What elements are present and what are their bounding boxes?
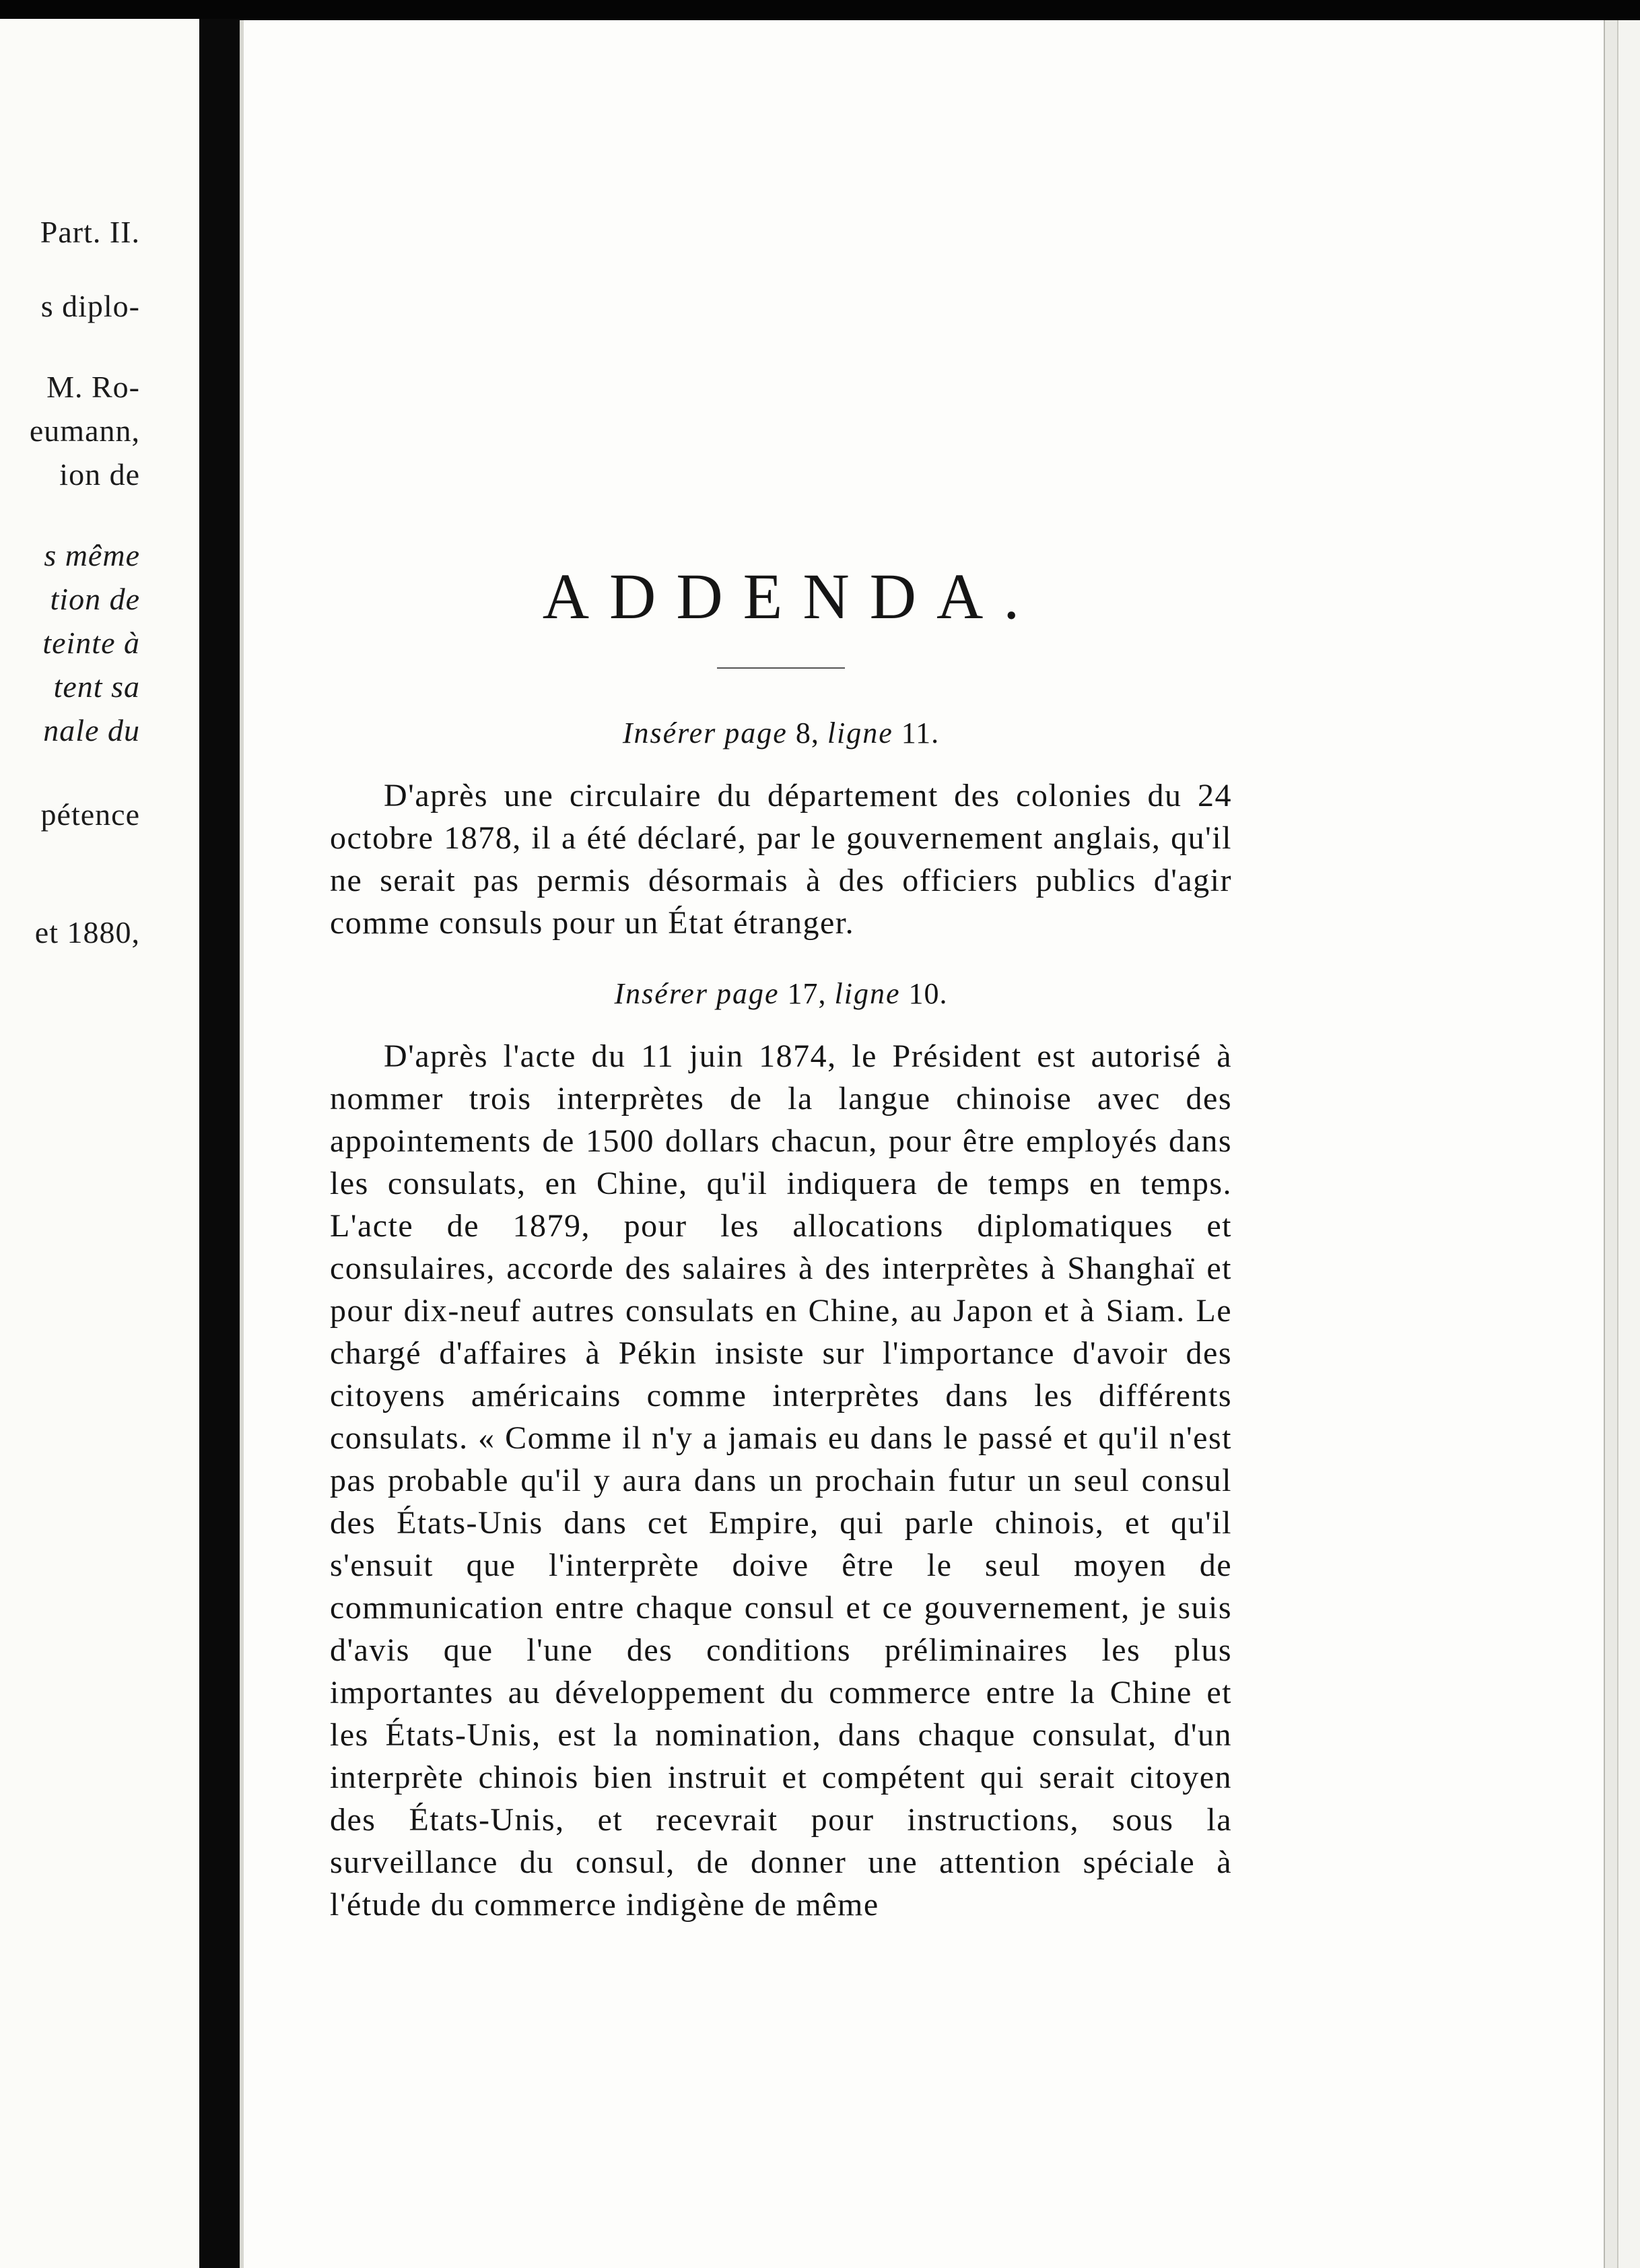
insert-line-number: 11. [901, 716, 940, 749]
insert-page-number: 8, [795, 716, 819, 749]
insert-word: Insérer [622, 716, 717, 749]
scan-top-border [0, 0, 1640, 19]
left-fragment: pétence [40, 797, 140, 832]
left-fragment: s même [44, 538, 140, 572]
left-fragment: tion de [50, 582, 140, 616]
left-fragment: nale du [43, 713, 140, 747]
insert-page-word: page [724, 716, 788, 749]
title-rule [717, 667, 845, 669]
previous-page-strip [0, 19, 199, 2268]
insert-line-word: ligne [827, 716, 893, 749]
insert-reference [330, 976, 1232, 1011]
left-fragment: eumann, [29, 413, 140, 448]
insert-line-number: 10. [908, 977, 948, 1010]
page-title: ADDENDA. [542, 560, 1040, 632]
page-edge [1604, 20, 1618, 2268]
book-gutter [199, 19, 240, 2268]
insert-word: Insérer [614, 977, 708, 1010]
insert-page-word: page [716, 977, 780, 1010]
left-fragment: M. Ro- [46, 370, 140, 404]
left-fragment: s diplo- [40, 289, 140, 323]
left-fragment: tent sa [53, 669, 140, 704]
left-fragment: et 1880, [34, 915, 140, 949]
page-content [330, 559, 1232, 1958]
page-edge [1617, 20, 1640, 2268]
left-fragment: Part. II. [40, 215, 140, 249]
addendum-paragraph: D'après l'acte du 11 juin 1874, le Président est autorisé à nommer trois interprètes de la langue chinoise avec des appointements de 1500 dollars chacun, pour être employés dans les consulats, en Chine, qu'il indiquera de temps en temps. L'acte de 1879, pour les allocations diplomatiques et consulaires, accorde des salaires à des interprètes à Shanghaï et pour dix-neuf autres consulats en Chine, au Japon et à Siam. Le chargé d'affaires à Pékin insiste sur l'importance d'avoir des citoyens américains comme interprètes dans les différents consulats. « Comme il n'y a jamais eu dans le passé et qu'il n'est pas probable qu'il y aura dans un prochain futur un seul consul des États-Unis dans cet Empire, qui parle chinois, et qu'il s'ensuit que l'interprète doive être le seul moyen de communication entre chaque consul et ce gouvernement, je suis d'avis que l'une des conditions préliminaires les plus importantes au développement du commerce entre la Chine et les États-Unis, est la nomination, dans chaque consulat, d'un interprète chinois bien instruit et compétent qui serait citoyen des États-Unis, et recevrait pour instructions, sous la surveillance du consul, de donner une attention spéciale à l'étude du commerce indigène de même [330, 1038, 1232, 1923]
left-fragment: ion de [59, 457, 140, 492]
insert-line-word: ligne [834, 977, 901, 1010]
left-fragment: teinte à [42, 626, 140, 660]
insert-reference [330, 716, 1232, 750]
insert-page-number: 17, [787, 977, 827, 1010]
addendum-paragraph: D'après une circulaire du département des colonies du 24 octobre 1878, il a été déclaré, par le gouvernement anglais, qu'il ne serait pas permis désormais à des officiers publics d'agir comme consuls pour un État étranger. [330, 778, 1232, 941]
